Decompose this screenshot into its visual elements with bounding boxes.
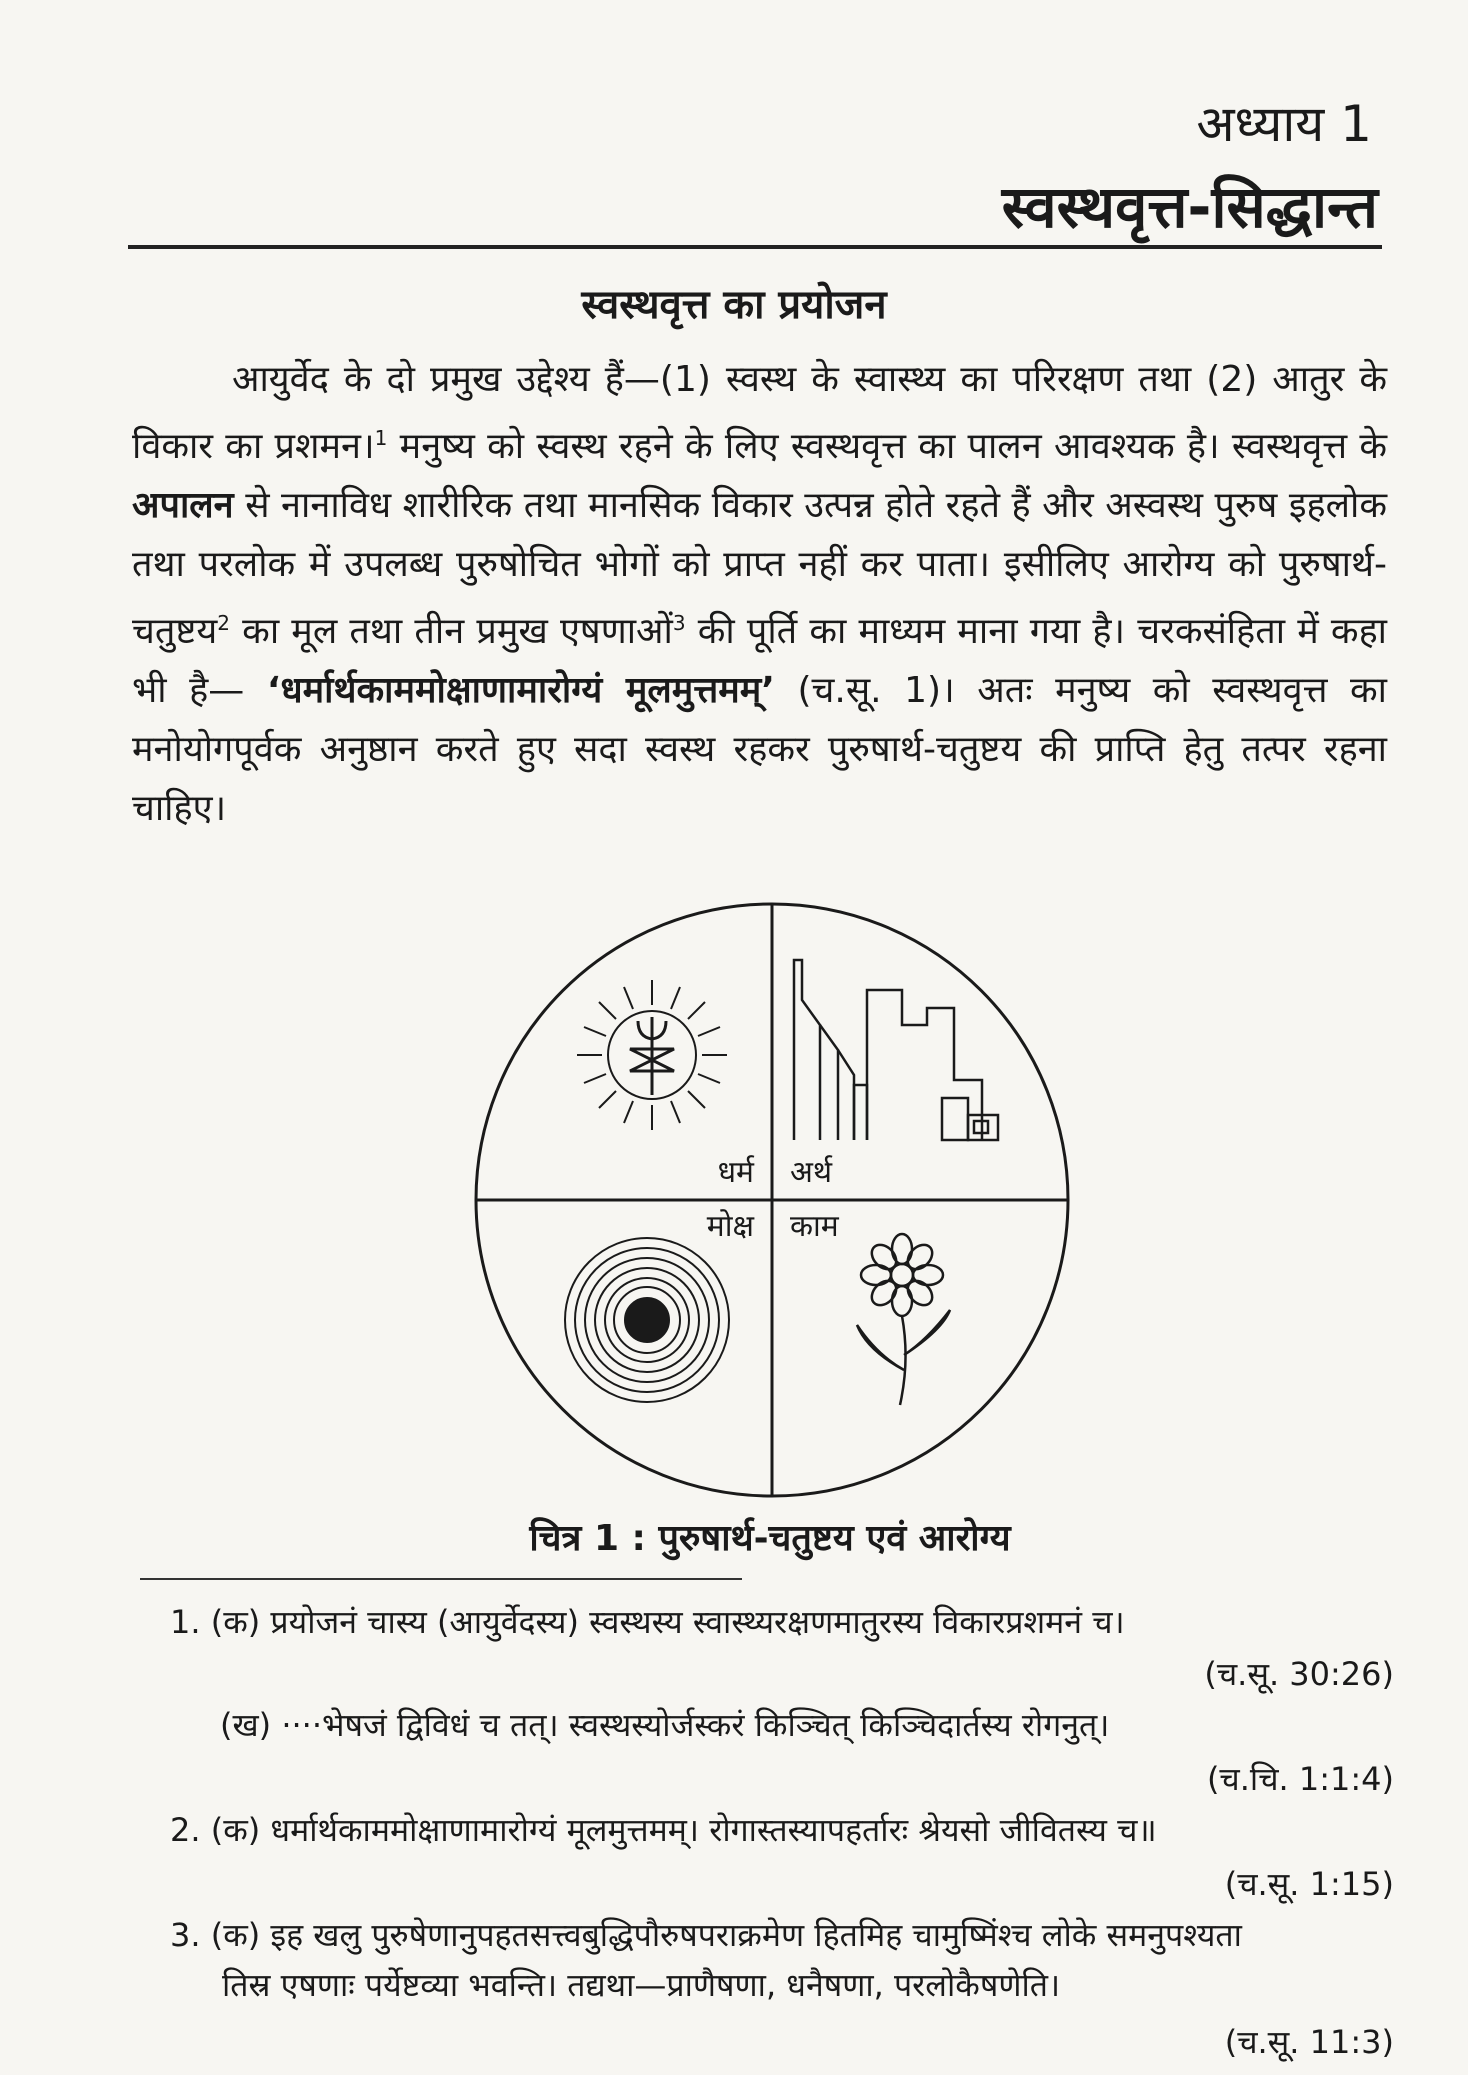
footnote-marker: 1 — [374, 426, 388, 450]
chapter-title: स्वस्थवृत्त-सिद्धान्त — [1001, 173, 1378, 241]
quotation: ‘धर्मार्थकाममोक्षाणामारोग्यं मूलमुत्तमम्’ — [266, 670, 775, 711]
bold-term: अपालन — [132, 485, 234, 526]
figure-caption: चित्र 1 : पुरुषार्थ-चतुष्टय एवं आरोग्य — [529, 1518, 1011, 1559]
purushartha-diagram — [472, 900, 1072, 1500]
footnote-rule — [140, 1578, 742, 1580]
footnote-3a: 3. (क) इह खलु पुरुषेणानुपहतसत्त्वबुद्धिपौरुषपराक्रमेण हितमिह चामुष्मिंश्च लोके समनुपश्यता — [170, 1916, 1242, 1954]
text-run: आयुर्वेद के दो प्रमुख उद्देश्य हैं—(1) स्वस्थ के स्वास्थ्य का परिरक्षण तथा (2) आतुर के विकार का प्रशमन। — [132, 359, 1387, 467]
footnote-1b: (ख) ····भेषजं द्विविधं च तत्। स्वस्थस्योर्जस्करं किञ्चित् किञ्चिदार्तस्य रोगनुत्। — [220, 1706, 1110, 1744]
footnote-ref: (च.सू. 11:3) — [1224, 2023, 1394, 2061]
label-kama: काम — [790, 1209, 839, 1244]
footnote-ref: (च.सू. 30:26) — [1204, 1655, 1394, 1693]
footnote-ref: (च.सू. 1:15) — [1224, 1865, 1394, 1903]
label-dharma: धर्म — [717, 1155, 754, 1190]
chapter-number: अध्याय 1 — [1196, 95, 1372, 153]
label-moksha: मोक्ष — [706, 1209, 754, 1244]
body-paragraph — [132, 350, 1387, 838]
footnote-marker: 2 — [217, 611, 231, 635]
text-run: की पूर्ति का माध्यम माना गया है। चरकसंहिता में कहा भी है— — [132, 611, 1388, 711]
footnote-marker: 3 — [672, 611, 686, 635]
text-run: (च.सू. 1)। अतः मनुष्य को स्वस्थवृत्त का मनोयोगपूर्वक अनुष्ठान करते हुए सदा स्वस्थ रहकर पुरुषार्थ-चतुष्टय की प्राप्ति हेतु तत्पर रहना चाहिए। — [132, 670, 1387, 829]
trishul-icon — [577, 980, 727, 1130]
footnote-1a: 1. (क) प्रयोजनं चास्य (आयुर्वेदस्य) स्वस्थस्य स्वास्थ्यरक्षणमातुरस्य विकारप्रशमनं च। — [170, 1603, 1125, 1641]
text-run: का मूल तथा तीन प्रमुख एषणाओं — [230, 611, 673, 652]
footnote-3b: तिस्र एषणाः पर्येष्टव्या भवन्ति। तद्यथा—प्राणैषणा, धनैषणा, परलोकैषणेति। — [222, 1966, 1061, 2004]
section-title: स्वस्थवृत्त का प्रयोजन — [581, 282, 887, 328]
text-run: से नानाविध शारीरिक तथा मानसिक विकार उत्पन्न होते रहते हैं और अस्वस्थ पुरुष इहलोक तथा परलोक में उपलब्ध पुरुषोचित भोगों को प्राप्त नहीं कर पाता। इसीलिए आरोग्य को पुरुषार्थ-चतुष्टय — [132, 485, 1387, 652]
label-artha: अर्थ — [790, 1155, 833, 1190]
text-run: मनुष्य को स्वस्थ रहने के लिए स्वस्थवृत्त का पालन आवश्यक है। स्वस्थवृत्त के — [387, 426, 1388, 467]
footnote-ref: (च.चि. 1:1:4) — [1206, 1760, 1394, 1798]
footnote-2: 2. (क) धर्मार्थकाममोक्षाणामारोग्यं मूलमुत्तमम्। रोगास्तस्यापहर्तारः श्रेयसो जीवितस्य च॥ — [170, 1811, 1157, 1849]
flower-icon — [857, 1234, 950, 1405]
concentric-circles-icon — [565, 1238, 729, 1402]
factory-icon — [794, 960, 998, 1140]
header-rule — [128, 245, 1382, 249]
